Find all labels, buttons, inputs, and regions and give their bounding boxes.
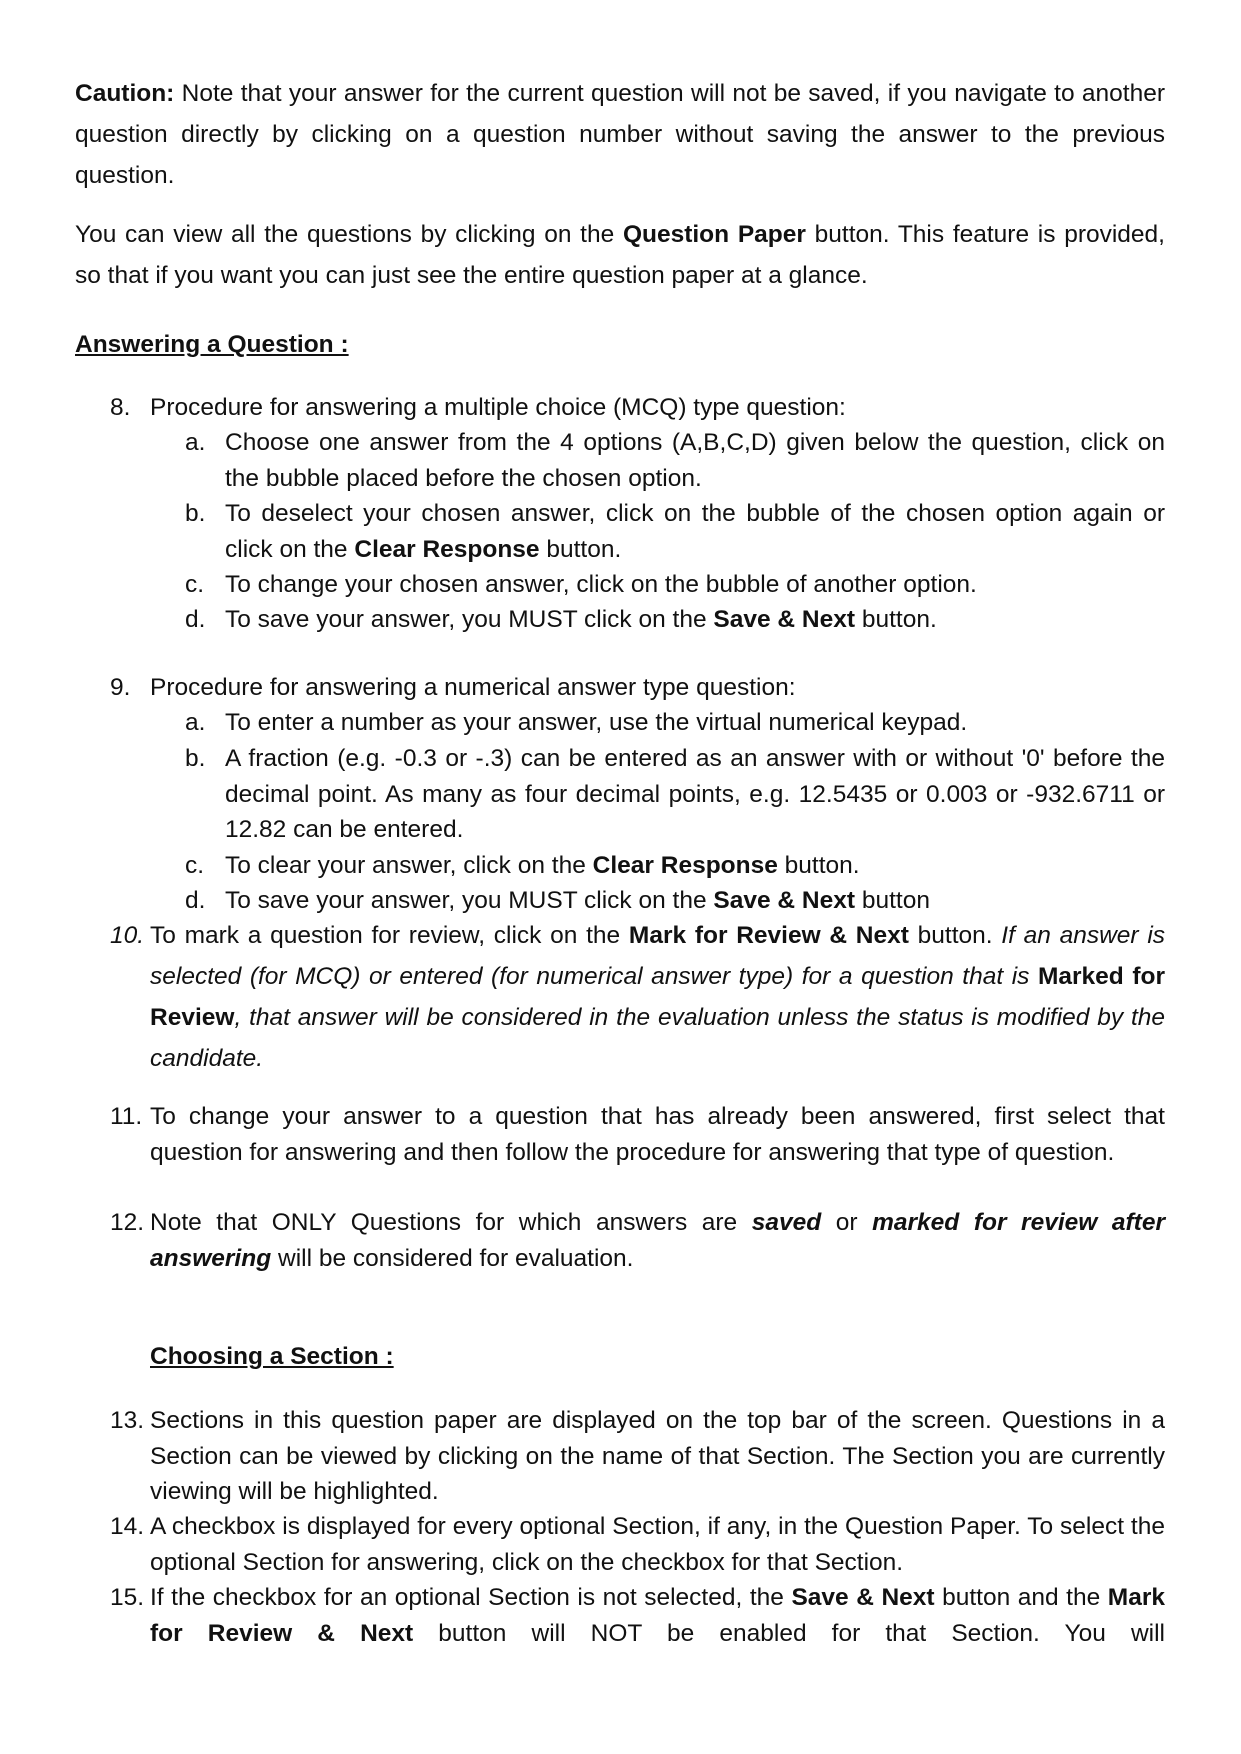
list-item-8d: d. To save your answer, you MUST click on the Save & Next button. (185, 606, 937, 633)
list-item-15: 15. If the checkbox for an optional Section is not selected, the Save & Next button and the Mark for Review & Next button will NOT be enabled for that Section. You will (110, 1584, 1165, 1647)
heading-choosing-section: Choosing a Section : (150, 1343, 394, 1370)
list-item-11: 11. To change your answer to a question that has already been answered, first select that question for answering and then follow the procedure for answering that type of question. (110, 1103, 1165, 1166)
list-item-12: 12. Note that ONLY Questions for which answers are saved or marked for review after answering will be considered for evaluation. (110, 1209, 1165, 1272)
list-item-9a: a. To enter a number as your answer, use the virtual numerical keypad. (185, 709, 968, 736)
list-item-9c: c. To clear your answer, click on the Clear Response button. (185, 852, 860, 879)
list-item-13: 13. Sections in this question paper are displayed on the top bar of the screen. Questions in a Section can be viewed by clicking on the name of that Section. The Section you are currently viewing will be highlighted. (110, 1407, 1165, 1505)
list-item-8a: a. Choose one answer from the 4 options (A,B,C,D) given below the question, click on the bubble placed before the chosen option. (185, 429, 1165, 492)
question-paper-paragraph: You can view all the questions by clicking on the Question Paper button. This feature is provided, so that if you want you can just see the entire question paper at a glance. (75, 221, 1165, 289)
list-item-9d: d. To save your answer, you MUST click on the Save & Next button (185, 887, 930, 914)
list-item-9b: b. A fraction (e.g. -0.3 or -.3) can be entered as an answer with or without '0' before the decimal point. As many as four decimal points, e.g. 12.5435 or 0.003 or -932.6711 or 12.82 can be entered. (185, 745, 1165, 843)
list-item-8: 8. Procedure for answering a multiple choice (MCQ) type question: (110, 394, 846, 421)
caution-label: Caution: (75, 80, 175, 107)
question-paper-button-ref: Question Paper (622, 221, 806, 248)
caution-paragraph: Caution: Note that your answer for the current question will not be saved, if you navigate to another question directly by clicking on a question number without saving the answer to the previous question. (75, 80, 1165, 189)
list-item-8b: b. To deselect your chosen answer, click on the bubble of the chosen option again or click on the Clear Response button. (185, 500, 1165, 563)
list-item-8c: c. To change your chosen answer, click on the bubble of another option. (185, 571, 977, 598)
list-item-9: 9. Procedure for answering a numerical answer type question: (110, 674, 796, 701)
heading-answering-question: Answering a Question : (75, 331, 349, 358)
list-item-10: 10. To mark a question for review, click on the Mark for Review & Next button. If an answer is selected (for MCQ) or entered (for numerical answer type) for a question that is Marked for Review, that answer will be considered in the evaluation unless the status is modified by the candidate. (110, 922, 1166, 1072)
list-item-14: 14. A checkbox is displayed for every optional Section, if any, in the Question Paper. To select the optional Section for answering, click on the checkbox for that Section. (110, 1513, 1165, 1576)
